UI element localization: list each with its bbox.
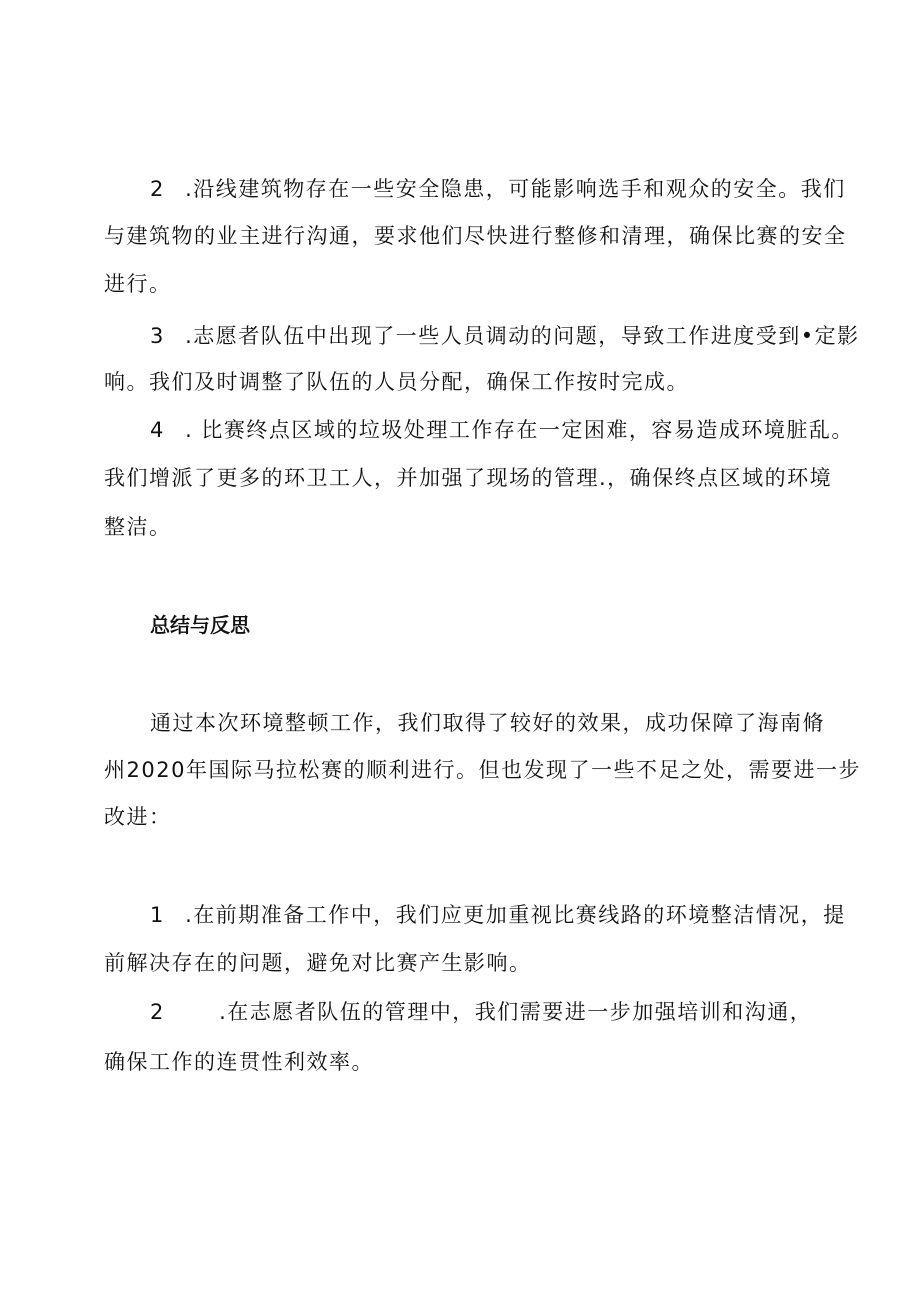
- point-1-line-2: 前解决存在的问题，避免对比赛产生影响。: [104, 951, 532, 975]
- issue-3-text-1: .志愿者队伍中出现了一些人员调动的问题，导致工作进度受到•定影: [185, 324, 860, 348]
- summary-heading: 总结与反思: [150, 613, 250, 637]
- issue-2-line-3: 进行。: [104, 272, 172, 296]
- issue-2-line-2: 与建筑物的业主进行沟通，要求他们尽快进行整修和清理，确保比赛的安全: [104, 224, 847, 248]
- point-1-number: 1: [150, 903, 165, 927]
- issue-2-text-1: .沿线建筑物存在一些安全隐患，可能影响选手和观众的安全。我们: [185, 177, 846, 201]
- summary-intro-line-1: 通过本次环境整顿工作，我们取得了较好的效果，成功保障了海南脩: [150, 711, 825, 735]
- issue-4-line-1: [150, 415, 854, 445]
- issue-3-number: 3: [150, 324, 165, 348]
- point-2-line-2: 确保工作的连贯性利效率。: [104, 1050, 374, 1074]
- point-2-line-1: [150, 997, 812, 1027]
- issue-3-line-1: [150, 321, 860, 351]
- issue-2-number: 2: [150, 177, 165, 201]
- point-1-line-1: [150, 900, 846, 930]
- issue-4-line-2: 我们增派了更多的环卫工人，并加强了现场的管理.，确保终点区域的环境: [104, 466, 833, 490]
- issue-4-text-1: . 比赛终点区域的垃圾处理工作存在一定困难，容易造成环境脏乱。: [185, 418, 854, 442]
- issue-3-line-2: 响。我们及时调整了队伍的人员分配，确保工作按时完成。: [104, 370, 689, 394]
- issue-4-number: 4: [150, 418, 165, 442]
- issue-4-line-3: 整洁。: [104, 515, 172, 539]
- point-2-text-1: .在志愿者队伍的管理中，我们需要进一步加强培训和沟通，: [219, 1000, 813, 1024]
- summary-intro-line-2: 州2020年国际马拉松赛的顺利进行。但也发现了一些不足之处，需要进一步: [104, 758, 861, 782]
- point-1-text-1: .在前期准备工作中，我们应更加重视比赛线路的环境整洁情况，提: [185, 903, 846, 927]
- issue-2-line-1: [150, 174, 846, 204]
- point-2-number: 2: [150, 1000, 165, 1024]
- summary-intro-line-3: 改进：: [104, 805, 172, 829]
